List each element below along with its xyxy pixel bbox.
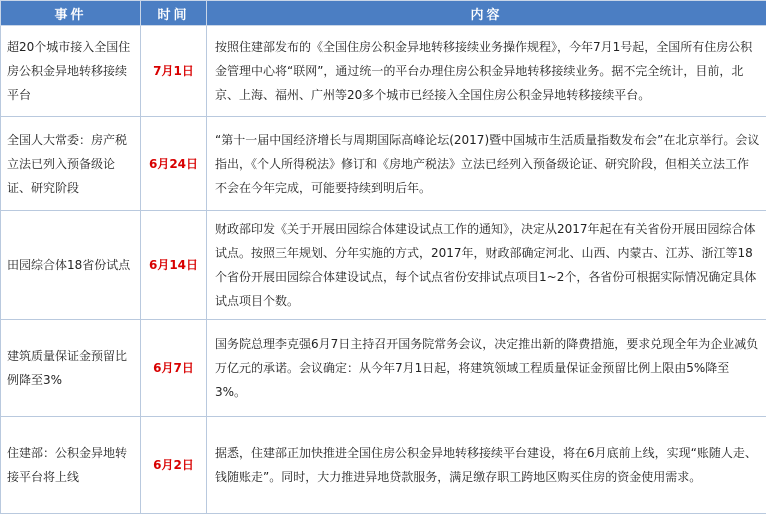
date-cell: 7月1日 <box>141 26 207 117</box>
event-cell: 住建部：公积金异地转接平台将上线 <box>1 417 141 514</box>
table-row <box>1 211 766 320</box>
table-row <box>1 417 766 514</box>
header-time: 时间 <box>141 1 207 26</box>
date-cell: 6月24日 <box>141 117 207 211</box>
table-row <box>1 26 766 117</box>
content-cell: 国务院总理李克强6月7日主持召开国务院常务会议，决定推出新的降费措施，要求兑现全年为企业减负万亿元的承诺。会议确定：从今年7月1日起，将建筑领域工程质量保证金预留比例上限由5%降至3%。 <box>207 320 766 417</box>
event-cell: 田园综合体18省份试点 <box>1 211 141 320</box>
header-row <box>1 1 766 26</box>
header-event: 事件 <box>1 1 141 26</box>
event-cell: 全国人大常委：房产税立法已列入预备级论证、研究阶段 <box>1 117 141 211</box>
content-cell: 财政部印发《关于开展田园综合体建设试点工作的通知》，决定从2017年起在有关省份开展田园综合体试点。按照三年规划、分年实施的方式，2017年，财政部确定河北、山西、内蒙古、江苏、浙江等18个省份开展田园综合体建设试点，每个试点省份安排试点项目1~2个，各省份可根据实际情况确定具体试点项目个数。 <box>207 211 766 320</box>
date-cell: 6月7日 <box>141 320 207 417</box>
event-cell: 超20个城市接入全国住房公积金异地转移接续平台 <box>1 26 141 117</box>
date-cell: 6月14日 <box>141 211 207 320</box>
content-cell: “第十一届中国经济增长与周期国际高峰论坛(2017)暨中国城市生活质量指数发布会”在北京举行。会议指出，《个人所得税法》修订和《房地产税法》立法已经列入预备级论证、研究阶段，但相关立法工作不会在今年完成，可能要持续到明后年。 <box>207 117 766 211</box>
content-cell: 按照住建部发布的《全国住房公积金异地转移接续业务操作规程》，今年7月1号起，全国所有住房公积金管理中心将“联网”，通过统一的平台办理住房公积金异地转移接续业务。据不完全统计，目前，北京、上海、福州、广州等20多个城市已经接入全国住房公积金异地转移接续平台。 <box>207 26 766 117</box>
table-row <box>1 117 766 211</box>
content-cell: 据悉，住建部正加快推进全国住房公积金异地转移接续平台建设，将在6月底前上线，实现“账随人走、钱随账走”。同时，大力推进异地贷款服务，满足缴存职工跨地区购买住房的资金使用需求。 <box>207 417 766 514</box>
table-row <box>1 320 766 417</box>
header-content: 内容 <box>207 1 766 26</box>
event-cell: 建筑质量保证金预留比例降至3% <box>1 320 141 417</box>
date-cell: 6月2日 <box>141 417 207 514</box>
